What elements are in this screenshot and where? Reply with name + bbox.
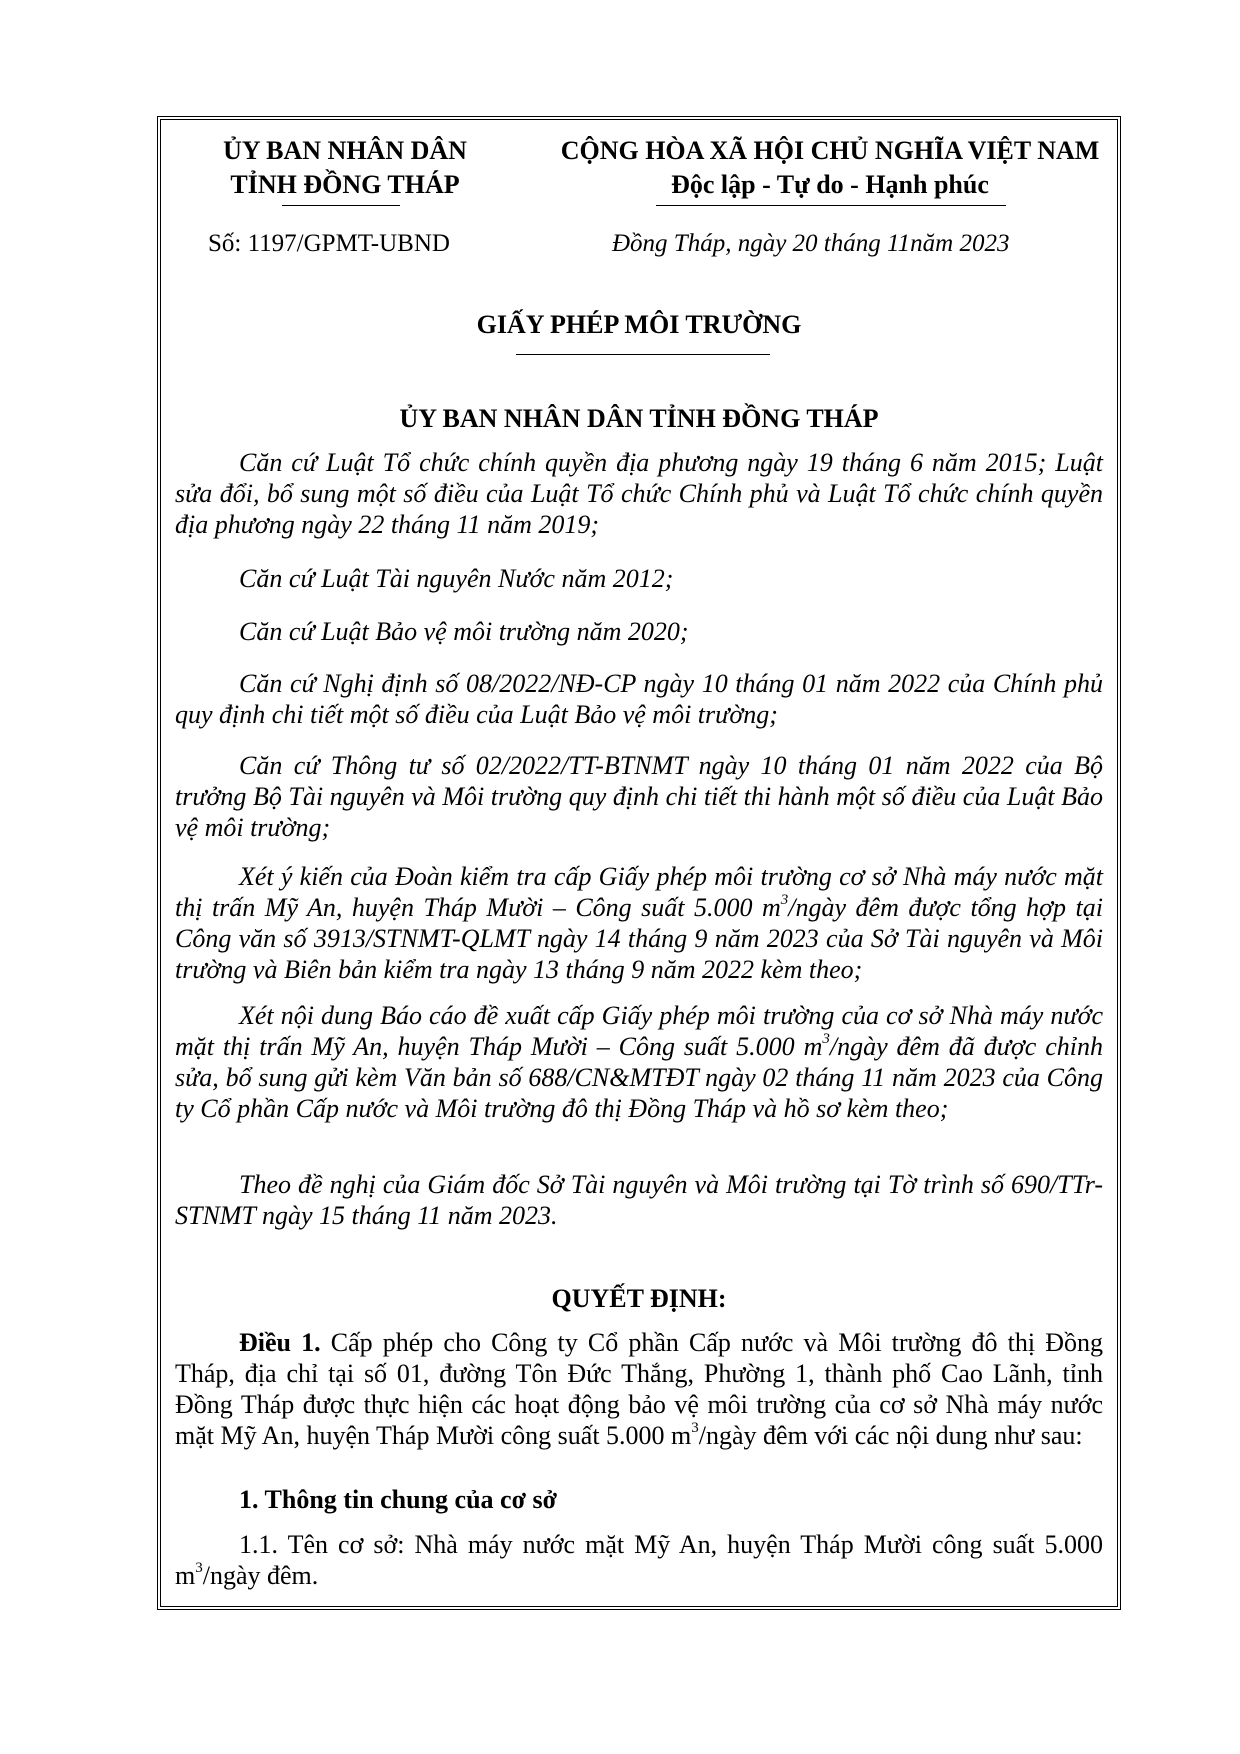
legal-basis-2: Căn cứ Luật Tài nguyên Nước năm 2012;	[239, 564, 674, 593]
decision-title: QUYẾT ĐỊNH:	[551, 1284, 727, 1313]
superscript-3: 3	[780, 892, 789, 909]
article-1-label: Điều 1.	[239, 1328, 321, 1357]
item-1-1-text-b: /ngày đêm.	[202, 1561, 319, 1590]
article-1-text-a: Cấp phép cho Công ty Cổ phần Cấp nước và Môi trường đô thị Đồng Tháp, địa chỉ tại số 01, đường Tôn Đức Thắng, Phường 1, thành phố Cao Lãnh, tỉnh Đồng Tháp được thực hiện các hoạt động bảo vệ môi trường của cơ sở Nhà máy nước mặt Mỹ An, huyện Tháp Mười công suất 5.000 m	[175, 1328, 1103, 1450]
date-line: Đồng Tháp, ngày 20 tháng 11năm 2023	[612, 230, 1010, 257]
legal-basis-5: Căn cứ Thông tư số 02/2022/TT-BTNMT ngày 10 tháng 01 năm 2022 của Bộ trưởng Bộ Tài nguyên và Môi trường quy định chi tiết thi hành một số điều của Luật Bảo vệ môi trường;	[175, 751, 1103, 842]
superscript-3: 3	[195, 1560, 203, 1577]
consideration-1-text-a: Xét ý kiến của Đoàn kiểm tra cấp Giấy phép môi trường cơ sở Nhà máy nước mặt thị trấn Mỹ An, huyện Tháp Mười – Công suất 5.000 m	[175, 862, 1103, 922]
proposal: Theo đề nghị của Giám đốc Sở Tài nguyên và Môi trường tại Tờ trình số 690/TTr-STNMT ngày 15 tháng 11 năm 2023.	[175, 1170, 1103, 1230]
legal-basis-1: Căn cứ Luật Tổ chức chính quyền địa phương ngày 19 tháng 6 năm 2015; Luật sửa đổi, bổ sung một số điều của Luật Tổ chức Chính phủ và Luật Tổ chức chính quyền địa phương ngày 22 tháng 11 năm 2019;	[175, 448, 1103, 539]
document-title: GIẤY PHÉP MÔI TRƯỜNG	[476, 310, 802, 339]
issuer-heading: ỦY BAN NHÂN DÂN TỈNH ĐỒNG THÁP	[399, 404, 879, 433]
consideration-2-text-a: Xét nội dung Báo cáo đề xuất cấp Giấy phép môi trường của cơ sở Nhà máy nước mặt thị trấn Mỹ An, huyện Tháp Mười – Công suất 5.000 m	[175, 1001, 1103, 1061]
section-1-heading: 1. Thông tin chung của cơ sở	[239, 1485, 558, 1514]
nation-line-2: Độc lập - Tự do - Hạnh phúc	[671, 170, 989, 199]
title-underline	[516, 354, 770, 355]
nation-line-1: CỘNG HÒA XÃ HỘI CHỦ NGHĨA VIỆT NAM	[560, 136, 1100, 165]
issuing-agency	[180, 134, 510, 202]
motto-underline	[656, 205, 1006, 206]
agency-line-1: ỦY BAN NHÂN DÂN	[223, 136, 467, 165]
item-1-1	[175, 1529, 1103, 1591]
article-1	[175, 1327, 1103, 1451]
legal-basis-3: Căn cứ Luật Bảo vệ môi trường năm 2020;	[239, 617, 689, 646]
national-motto	[540, 134, 1120, 202]
superscript-3: 3	[691, 1420, 699, 1437]
legal-basis-4: Căn cứ Nghị định số 08/2022/NĐ-CP ngày 10 tháng 01 năm 2022 của Chính phủ quy định chi tiết một số điều của Luật Bảo vệ môi trường;	[175, 669, 1103, 729]
item-1-1-text-a: 1.1. Tên cơ sở: Nhà máy nước mặt Mỹ An, huyện Tháp Mười công suất 5.000 m	[175, 1530, 1103, 1590]
superscript-3: 3	[822, 1031, 830, 1048]
agency-underline	[282, 205, 400, 206]
consideration-2-text-b: /ngày đêm đã được chỉnh sửa, bổ sung gửi kèm Văn bản số 688/CN&MTĐT ngày 02 tháng 11 năm 2023 của Công ty Cổ phần Cấp nước và Môi trường đô thị Đồng Tháp và hồ sơ kèm theo;	[175, 1032, 1103, 1123]
document-number: Số: 1197/GPMT-UBND	[208, 230, 450, 257]
article-1-text-b: /ngày đêm với các nội dung như sau:	[698, 1421, 1083, 1450]
consideration-1	[175, 861, 1103, 985]
consideration-2	[175, 1000, 1103, 1124]
agency-line-2: TỈNH ĐỒNG THÁP	[230, 170, 460, 199]
consideration-1-text-b: /ngày đêm được tổng hợp tại Công văn số 3913/STNMT-QLMT ngày 14 tháng 9 năm 2023 của Sở Tài nguyên và Môi trường và Biên bản kiểm tra ngày 13 tháng 9 năm 2022 kèm theo;	[175, 893, 1103, 984]
